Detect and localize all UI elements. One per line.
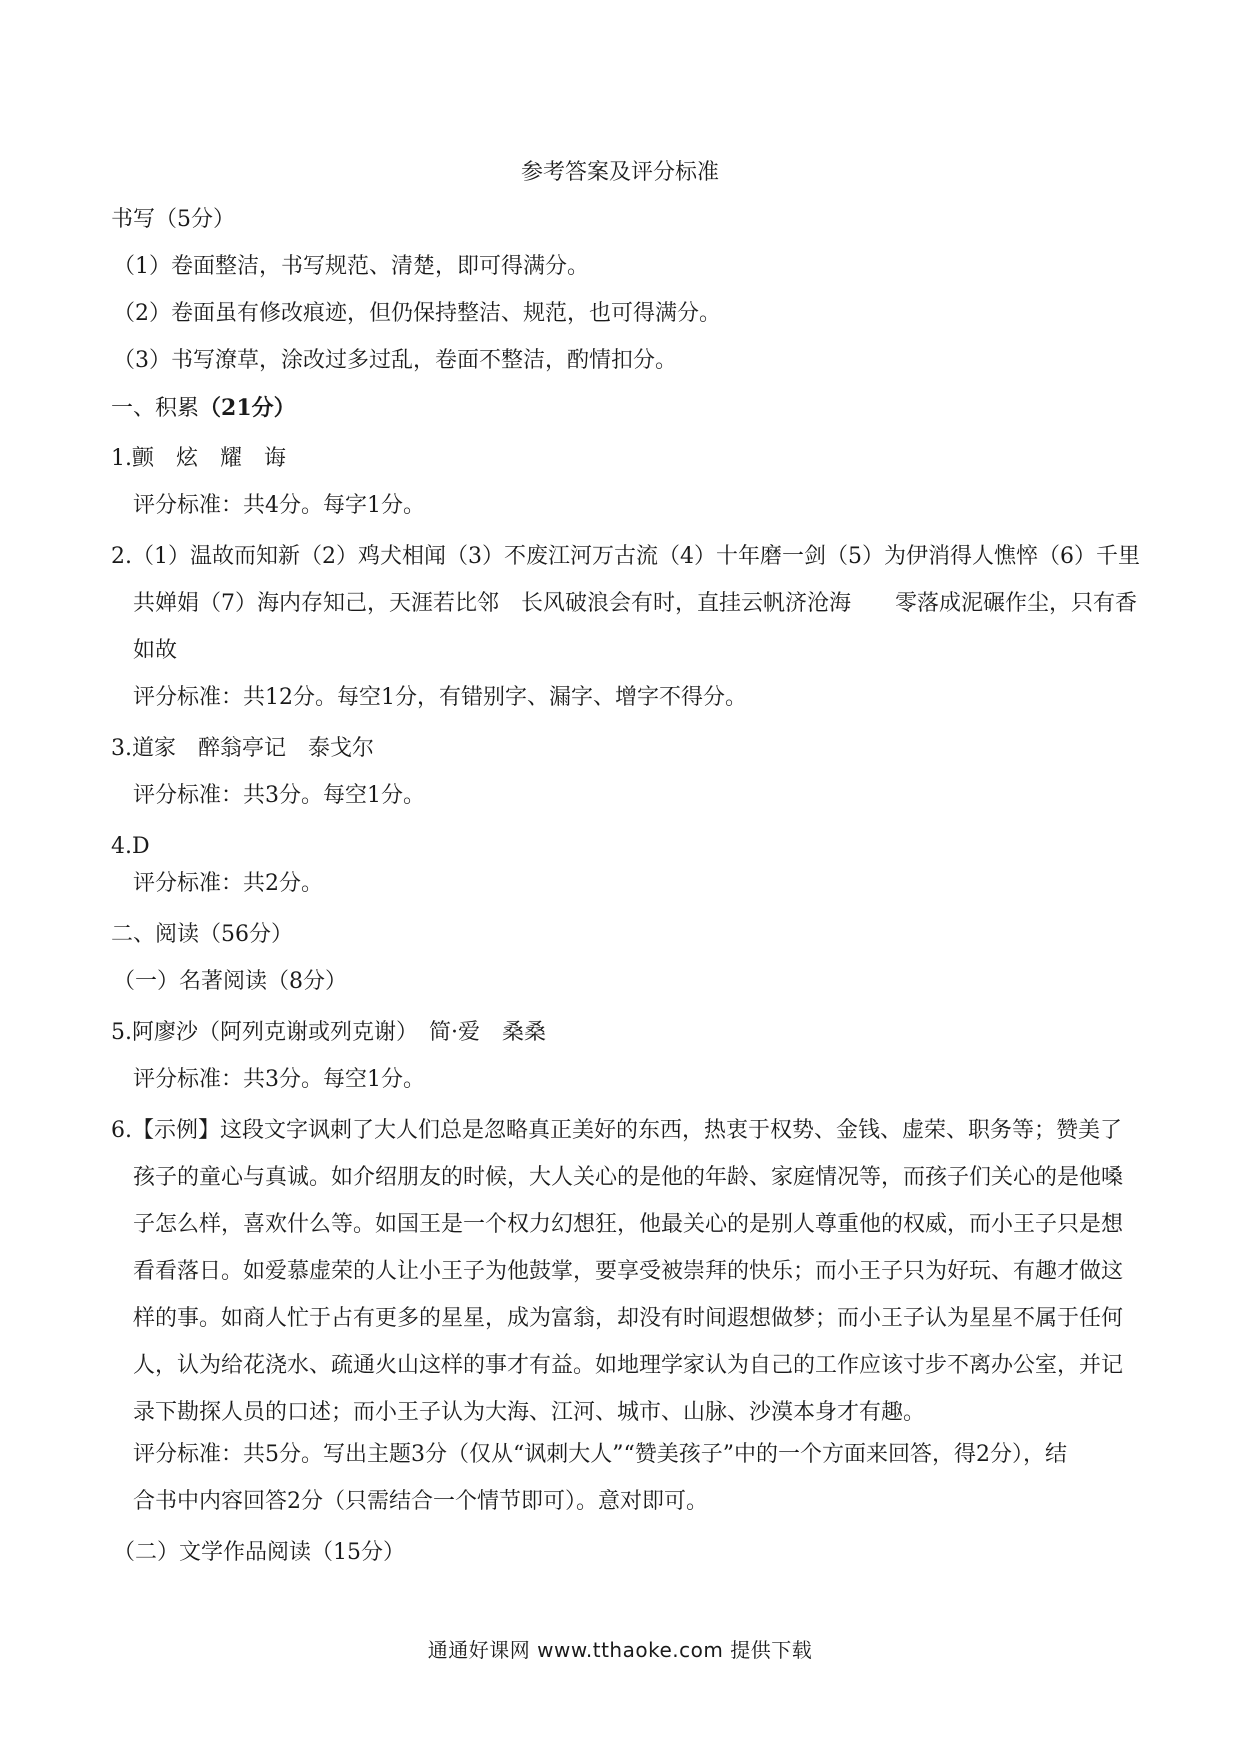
q3-criteria: 评分标准：共3分。每空1分。 bbox=[133, 783, 425, 808]
q4-answer: 4.D bbox=[111, 834, 150, 859]
q2-line-1: 2.（1）温故而知新（2）鸡犬相闻（3）不废江河万古流（4）十年磨一剑（5）为伊消得人憔悴（6）千里 bbox=[111, 544, 1140, 569]
q5-criteria: 评分标准：共3分。每空1分。 bbox=[133, 1067, 425, 1092]
q6-criteria-line-2: 合书中内容回答2分（只需结合一个情节即可）。意对即可。 bbox=[133, 1489, 708, 1514]
q2-line-2: 共婵娟（7）海内存知己，天涯若比邻 长风破浪会有时，直挂云帆济沧海 零落成泥碾作尘，只有香 bbox=[133, 591, 1138, 616]
q6-line-3: 子怎么样，喜欢什么等。如国王是一个权力幻想狂，他最关心的是别人尊重他的权威，而小王子只是想 bbox=[133, 1212, 1124, 1237]
page-footer: 通通好课网 www.tthaoke.com 提供下载 bbox=[427, 1638, 813, 1662]
section2-sub2: （二）文学作品阅读（15分） bbox=[113, 1540, 405, 1565]
q1-answer: 1.颤 炫 耀 诲 bbox=[111, 446, 286, 471]
q6-line-4: 看看落日。如爱慕虚荣的人让小王子为他鼓掌，要享受被崇拜的快乐；而小王子只为好玩、有趣才做这 bbox=[133, 1259, 1124, 1284]
q1-criteria: 评分标准：共4分。每字1分。 bbox=[133, 493, 425, 518]
section1-heading-score: （21分） bbox=[199, 395, 296, 421]
q6-line-5: 样的事。如商人忙于占有更多的星星，成为富翁，却没有时间遐想做梦；而小王子认为星星不属于任何 bbox=[133, 1306, 1124, 1331]
q6-line-1: 6.【示例】这段文字讽刺了大人们总是忽略真正美好的东西，热衷于权势、金钱、虚荣、职务等；赞美了 bbox=[111, 1118, 1122, 1143]
q3-answer: 3.道家 醉翁亭记 泰戈尔 bbox=[111, 736, 374, 761]
writing-heading: 书写（5分） bbox=[111, 207, 235, 232]
q5-answer: 5.阿廖沙（阿列克谢或列克谢） 简·爱 桑桑 bbox=[111, 1020, 546, 1045]
page-title: 参考答案及评分标准 bbox=[520, 160, 719, 185]
writing-item-3: （3）书写潦草，涂改过多过乱，卷面不整洁，酌情扣分。 bbox=[113, 348, 677, 373]
section1-heading-prefix: 一、积累 bbox=[111, 396, 200, 421]
q2-line-3: 如故 bbox=[133, 638, 178, 663]
section1-heading bbox=[0, 393, 1240, 424]
writing-item-1: （1）卷面整洁，书写规范、清楚，即可得满分。 bbox=[113, 254, 589, 279]
section2-heading: 二、阅读（56分） bbox=[111, 922, 293, 947]
q6-line-7: 录下勘探人员的口述；而小王子认为大海、江河、城市、山脉、沙漠本身才有趣。 bbox=[133, 1400, 926, 1425]
writing-item-2: （2）卷面虽有修改痕迹，但仍保持整洁、规范，也可得满分。 bbox=[113, 301, 721, 326]
q6-line-6: 人，认为给花浇水、疏通火山这样的事才有益。如地理学家认为自己的工作应该寸步不离办公室，并记 bbox=[133, 1353, 1124, 1378]
q2-criteria: 评分标准：共12分。每空1分，有错别字、漏字、增字不得分。 bbox=[133, 685, 747, 710]
q4-criteria: 评分标准：共2分。 bbox=[133, 871, 323, 896]
q6-criteria-line-1: 评分标准：共5分。写出主题3分（仅从“讽刺大人”“赞美孩子”中的一个方面来回答，得2分），结 bbox=[133, 1442, 1067, 1467]
q6-line-2: 孩子的童心与真诚。如介绍朋友的时候，大人关心的是他的年龄、家庭情况等，而孩子们关心的是他嗓 bbox=[133, 1165, 1124, 1190]
section2-sub1: （一）名著阅读（8分） bbox=[113, 969, 347, 994]
